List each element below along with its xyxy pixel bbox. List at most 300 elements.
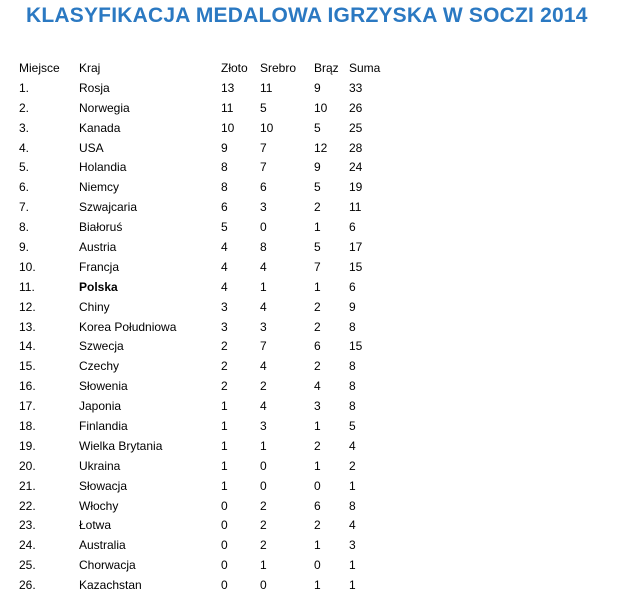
row-gold-text: 13	[221, 80, 235, 95]
row-bronze-text: 2	[314, 518, 321, 533]
row-place-text: 11.	[19, 279, 35, 294]
row-total-text: 4	[349, 518, 356, 533]
row-total	[349, 336, 389, 356]
table-row	[16, 217, 389, 237]
row-country-text: Austria	[79, 239, 117, 254]
row-place-text: 22.	[19, 498, 36, 513]
row-country-text: Słowenia	[79, 379, 128, 394]
header-gold: Złoto	[221, 60, 248, 75]
row-silver	[260, 416, 314, 436]
row-gold	[221, 197, 260, 217]
row-gold	[221, 157, 260, 177]
table-body	[16, 78, 389, 595]
row-bronze-text: 3	[314, 399, 321, 414]
row-bronze	[314, 416, 349, 436]
row-total	[349, 416, 389, 436]
table-row	[16, 138, 389, 158]
row-bronze	[314, 356, 349, 376]
row-country	[79, 317, 221, 337]
row-place	[16, 118, 79, 138]
table-row	[16, 356, 389, 376]
row-silver-text: 0	[260, 220, 267, 235]
row-country	[79, 436, 221, 456]
row-silver-text: 0	[260, 478, 267, 493]
table-row	[16, 416, 389, 436]
row-silver	[260, 277, 314, 297]
row-gold-text: 8	[221, 160, 228, 175]
row-total-text: 8	[349, 359, 356, 374]
row-bronze-text: 12	[314, 140, 328, 155]
row-country-text: Łotwa	[79, 518, 112, 533]
row-silver	[260, 396, 314, 416]
row-place-text: 1.	[19, 80, 30, 95]
table-row	[16, 496, 389, 516]
row-total	[349, 535, 389, 555]
row-silver	[260, 237, 314, 257]
row-place	[16, 575, 79, 595]
row-country	[79, 138, 221, 158]
row-country-text: Szwecja	[79, 339, 124, 354]
row-place	[16, 257, 79, 277]
row-gold	[221, 257, 260, 277]
table-row	[16, 98, 389, 118]
table-row	[16, 257, 389, 277]
row-silver-text: 3	[260, 418, 267, 433]
row-total-text: 15	[349, 339, 363, 354]
row-bronze	[314, 376, 349, 396]
table-row	[16, 396, 389, 416]
row-gold-text: 1	[221, 438, 228, 453]
row-silver-text: 0	[260, 458, 267, 473]
row-bronze-text: 6	[314, 498, 321, 513]
row-silver-text: 8	[260, 239, 267, 254]
row-total	[349, 396, 389, 416]
row-gold	[221, 98, 260, 118]
header-total: Suma	[349, 60, 381, 75]
row-silver-text: 5	[260, 100, 267, 115]
row-place-text: 10.	[19, 259, 36, 274]
table-row	[16, 197, 389, 217]
row-country-text: Francja	[79, 259, 120, 274]
row-total-text: 26	[349, 100, 363, 115]
row-country-text: Szwajcaria	[79, 200, 138, 215]
row-bronze-text: 2	[314, 359, 321, 374]
row-bronze-text: 1	[314, 458, 321, 473]
page-title: KLASYFIKACJA MEDALOWA IGRZYSKA W SOCZI 2014	[26, 4, 588, 27]
row-place-text: 4.	[19, 140, 30, 155]
row-place	[16, 476, 79, 496]
row-country-text: Kazachstan	[79, 578, 142, 593]
table-row	[16, 376, 389, 396]
row-gold	[221, 376, 260, 396]
row-total	[349, 515, 389, 535]
row-bronze-text: 9	[314, 80, 321, 95]
row-country-text: Kanada	[79, 120, 121, 135]
row-gold-text: 2	[221, 339, 228, 354]
row-gold	[221, 317, 260, 337]
row-bronze-text: 2	[314, 438, 321, 453]
table-row	[16, 237, 389, 257]
row-bronze	[314, 515, 349, 535]
row-bronze	[314, 575, 349, 595]
row-gold	[221, 78, 260, 98]
row-total-text: 8	[349, 399, 356, 414]
row-bronze-text: 1	[314, 220, 321, 235]
row-silver	[260, 317, 314, 337]
row-bronze-text: 6	[314, 339, 321, 354]
row-country	[79, 98, 221, 118]
row-bronze	[314, 535, 349, 555]
row-gold	[221, 535, 260, 555]
row-total	[349, 138, 389, 158]
row-silver	[260, 496, 314, 516]
row-bronze-text: 1	[314, 538, 321, 553]
table-row	[16, 336, 389, 356]
table-row	[16, 317, 389, 337]
row-country	[79, 416, 221, 436]
row-gold-text: 1	[221, 478, 228, 493]
row-gold	[221, 277, 260, 297]
row-country-text: Chiny	[79, 299, 110, 314]
row-place	[16, 496, 79, 516]
row-gold-text: 1	[221, 418, 228, 433]
row-place	[16, 416, 79, 436]
row-total	[349, 257, 389, 277]
row-gold-text: 5	[221, 220, 228, 235]
row-gold-text: 3	[221, 299, 228, 314]
row-country	[79, 376, 221, 396]
row-place-text: 21.	[19, 478, 36, 493]
row-gold-text: 1	[221, 399, 228, 414]
row-silver	[260, 515, 314, 535]
row-total	[349, 456, 389, 476]
row-silver-text: 7	[260, 140, 267, 155]
row-gold	[221, 336, 260, 356]
row-total-text: 28	[349, 140, 363, 155]
table-row	[16, 297, 389, 317]
row-gold-text: 2	[221, 379, 228, 394]
row-bronze-text: 5	[314, 239, 321, 254]
row-gold-text: 10	[221, 120, 235, 135]
row-bronze	[314, 436, 349, 456]
row-gold-text: 1	[221, 458, 228, 473]
row-gold	[221, 237, 260, 257]
row-total	[349, 555, 389, 575]
row-place-text: 7.	[19, 200, 30, 215]
row-country-text: Włochy	[79, 498, 119, 513]
row-gold	[221, 456, 260, 476]
row-country	[79, 257, 221, 277]
row-place	[16, 515, 79, 535]
row-silver	[260, 98, 314, 118]
row-country	[79, 277, 221, 297]
row-silver-text: 2	[260, 538, 267, 553]
row-country-text: Słowacja	[79, 478, 128, 493]
row-place	[16, 78, 79, 98]
row-bronze	[314, 496, 349, 516]
row-total-text: 33	[349, 80, 363, 95]
row-total	[349, 157, 389, 177]
row-place-text: 23.	[19, 518, 36, 533]
row-total-text: 19	[349, 180, 363, 195]
row-total-text: 1	[349, 558, 356, 573]
row-silver-text: 10	[260, 120, 274, 135]
row-bronze	[314, 118, 349, 138]
row-country	[79, 217, 221, 237]
row-silver	[260, 436, 314, 456]
row-place-text: 9.	[19, 239, 30, 254]
row-bronze	[314, 98, 349, 118]
row-silver-text: 4	[260, 299, 267, 314]
table-row	[16, 535, 389, 555]
row-gold-text: 4	[221, 239, 228, 254]
row-total-text: 8	[349, 319, 356, 334]
row-total-text: 9	[349, 299, 356, 314]
row-silver-text: 4	[260, 259, 267, 274]
row-place	[16, 396, 79, 416]
row-gold	[221, 575, 260, 595]
row-bronze-text: 0	[314, 558, 321, 573]
row-bronze	[314, 336, 349, 356]
row-total	[349, 376, 389, 396]
row-total-text: 6	[349, 279, 356, 294]
row-bronze-text: 1	[314, 578, 321, 593]
row-total-text: 25	[349, 120, 363, 135]
row-gold-text: 9	[221, 140, 228, 155]
row-gold	[221, 496, 260, 516]
table-header-row	[16, 58, 389, 78]
header-bronze: Brąz	[314, 60, 339, 75]
row-total	[349, 98, 389, 118]
row-total-text: 24	[349, 160, 363, 175]
row-gold-text: 8	[221, 180, 228, 195]
row-silver	[260, 376, 314, 396]
row-place-text: 17.	[19, 399, 36, 414]
table-row	[16, 515, 389, 535]
row-gold	[221, 297, 260, 317]
row-bronze	[314, 237, 349, 257]
row-bronze	[314, 476, 349, 496]
row-bronze-text: 4	[314, 379, 321, 394]
row-country-text: Ukraina	[79, 458, 121, 473]
row-country	[79, 396, 221, 416]
row-country	[79, 177, 221, 197]
row-place-text: 14.	[19, 339, 36, 354]
row-place-text: 15.	[19, 359, 36, 374]
row-country	[79, 555, 221, 575]
table-row	[16, 177, 389, 197]
row-silver-text: 4	[260, 399, 267, 414]
row-place-text: 6.	[19, 180, 30, 195]
row-silver-text: 1	[260, 558, 267, 573]
row-country	[79, 456, 221, 476]
row-bronze-text: 0	[314, 478, 321, 493]
row-gold	[221, 436, 260, 456]
row-total	[349, 277, 389, 297]
row-total-text: 2	[349, 458, 356, 473]
row-silver	[260, 217, 314, 237]
row-place	[16, 317, 79, 337]
row-place	[16, 555, 79, 575]
table-row	[16, 157, 389, 177]
row-silver	[260, 78, 314, 98]
row-country-text: USA	[79, 140, 104, 155]
row-place	[16, 237, 79, 257]
row-place-text: 2.	[19, 100, 30, 115]
row-gold-text: 4	[221, 259, 228, 274]
row-place-text: 13.	[19, 319, 36, 334]
row-bronze-text: 5	[314, 180, 321, 195]
row-gold-text: 4	[221, 279, 228, 294]
header-silver: Srebro	[260, 60, 297, 75]
row-country	[79, 575, 221, 595]
row-total-text: 11	[349, 200, 362, 215]
row-total-text: 1	[349, 578, 356, 593]
row-silver-text: 0	[260, 578, 267, 593]
row-place-text: 24.	[19, 538, 36, 553]
row-country	[79, 356, 221, 376]
row-place	[16, 277, 79, 297]
header-country: Kraj	[79, 60, 101, 75]
row-total-text: 17	[349, 239, 363, 254]
row-total	[349, 197, 389, 217]
row-country-text: Norwegia	[79, 100, 130, 115]
row-total	[349, 476, 389, 496]
row-gold-text: 0	[221, 578, 228, 593]
row-silver	[260, 177, 314, 197]
row-total-text: 8	[349, 498, 356, 513]
row-place-text: 18.	[19, 418, 36, 433]
row-place-text: 8.	[19, 220, 30, 235]
row-place-text: 5.	[19, 160, 30, 175]
row-place	[16, 535, 79, 555]
row-country	[79, 118, 221, 138]
row-bronze-text: 2	[314, 200, 321, 215]
row-country	[79, 515, 221, 535]
row-total-text: 1	[349, 478, 356, 493]
row-gold-text: 0	[221, 538, 228, 553]
row-country	[79, 476, 221, 496]
row-place	[16, 177, 79, 197]
row-country-text: Japonia	[79, 399, 122, 414]
row-bronze	[314, 138, 349, 158]
row-gold-text: 11	[221, 100, 234, 115]
row-gold-text: 6	[221, 200, 228, 215]
row-gold-text: 2	[221, 359, 228, 374]
row-total	[349, 436, 389, 456]
row-silver-text: 11	[260, 80, 273, 95]
row-place	[16, 336, 79, 356]
row-silver-text: 4	[260, 359, 267, 374]
row-total	[349, 356, 389, 376]
row-bronze-text: 2	[314, 319, 321, 334]
row-place	[16, 356, 79, 376]
row-silver	[260, 456, 314, 476]
row-total-text: 3	[349, 538, 356, 553]
row-place-text: 19.	[19, 438, 36, 453]
row-silver-text: 1	[260, 438, 267, 453]
row-bronze-text: 5	[314, 120, 321, 135]
row-total	[349, 496, 389, 516]
row-country	[79, 496, 221, 516]
row-country-text: Wielka Brytania	[79, 438, 163, 453]
row-bronze	[314, 456, 349, 476]
row-place-text: 12.	[19, 299, 36, 314]
row-bronze	[314, 197, 349, 217]
table-row	[16, 555, 389, 575]
table-row	[16, 78, 389, 98]
row-country-text: Białoruś	[79, 220, 123, 235]
row-gold	[221, 416, 260, 436]
row-bronze	[314, 177, 349, 197]
row-country	[79, 78, 221, 98]
row-total	[349, 297, 389, 317]
row-place-text: 25.	[19, 558, 36, 573]
row-place	[16, 157, 79, 177]
row-silver	[260, 575, 314, 595]
row-silver-text: 7	[260, 160, 267, 175]
row-total	[349, 217, 389, 237]
row-country-text: Niemcy	[79, 180, 120, 195]
row-total	[349, 575, 389, 595]
row-place-text: 26.	[19, 578, 36, 593]
row-silver-text: 6	[260, 180, 267, 195]
row-bronze	[314, 396, 349, 416]
row-country	[79, 297, 221, 317]
row-gold-text: 3	[221, 319, 228, 334]
row-silver-text: 7	[260, 339, 267, 354]
row-bronze	[314, 297, 349, 317]
row-country-text: Czechy	[79, 359, 120, 374]
row-bronze	[314, 157, 349, 177]
row-gold-text: 0	[221, 518, 228, 533]
row-bronze-text: 2	[314, 299, 321, 314]
row-bronze	[314, 78, 349, 98]
row-place-text: 16.	[19, 379, 36, 394]
row-silver	[260, 138, 314, 158]
row-total-text: 8	[349, 379, 356, 394]
row-gold	[221, 396, 260, 416]
row-silver-text: 3	[260, 200, 267, 215]
row-gold	[221, 118, 260, 138]
row-gold	[221, 515, 260, 535]
row-place	[16, 436, 79, 456]
row-country-text: Australia	[79, 538, 126, 553]
row-country	[79, 157, 221, 177]
table-row	[16, 476, 389, 496]
row-country	[79, 535, 221, 555]
row-country-text: Holandia	[79, 160, 127, 175]
table-row	[16, 118, 389, 138]
row-gold-text: 0	[221, 558, 228, 573]
row-silver	[260, 297, 314, 317]
row-place	[16, 376, 79, 396]
row-country-text: Finlandia	[79, 418, 128, 433]
row-bronze-text: 1	[314, 279, 321, 294]
medal-table	[16, 58, 389, 595]
row-total-text: 15	[349, 259, 363, 274]
row-total	[349, 317, 389, 337]
row-silver	[260, 336, 314, 356]
row-country-text: Rosja	[79, 80, 110, 95]
row-place-text: 20.	[19, 458, 36, 473]
row-silver	[260, 476, 314, 496]
row-silver	[260, 257, 314, 277]
row-gold	[221, 138, 260, 158]
row-gold	[221, 356, 260, 376]
row-place	[16, 217, 79, 237]
table-row	[16, 277, 389, 297]
